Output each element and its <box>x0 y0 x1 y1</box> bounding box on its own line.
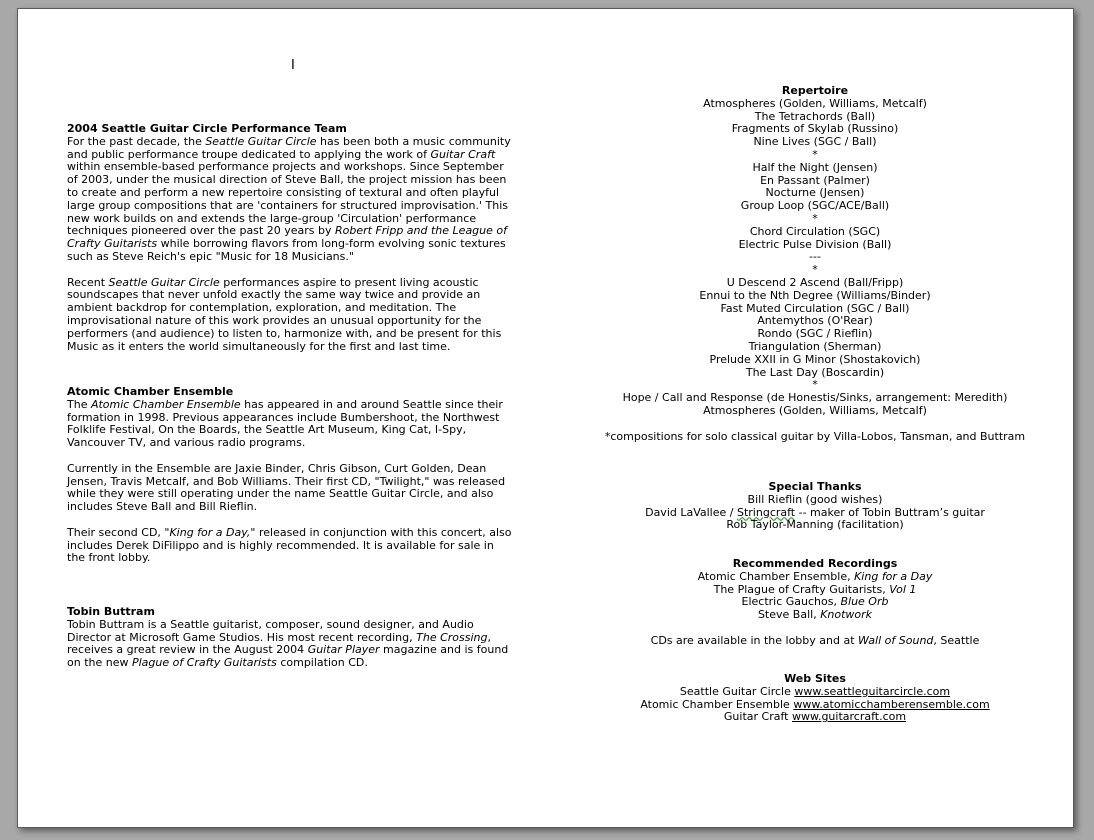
repertoire-item: Rondo (SGC / Rieflin) <box>757 327 873 341</box>
repertoire-item: --- <box>809 250 821 264</box>
ace-paragraph-2: Currently in the Ensemble are Jaxie Binder, Chris Gibson, Curt Golden, Dean Jensen, Travis Metcalf, and Bob Williams. Their first CD, "Twilight," was released while they were still operating under the name Seattle Guitar Circle, and also includes Steve Ball and Bill Rieflin. <box>67 461 506 514</box>
repertoire-item: * <box>812 378 818 392</box>
italic-text: The Crossing <box>416 630 488 644</box>
ace-section <box>67 386 515 565</box>
thanks-line: Bill Rieflin (good wishes) <box>747 492 883 506</box>
recordings-note <box>560 635 1070 648</box>
recording-item <box>560 609 1070 622</box>
thanks-line: Rob Taylor-Manning (facilitation) <box>726 518 904 532</box>
website-link[interactable]: www.seattleguitarcircle.com <box>794 684 951 698</box>
website-link[interactable]: www.guitarcraft.com <box>791 710 907 724</box>
repertoire-heading: Repertoire <box>781 84 849 97</box>
repertoire-item: Half the Night (Jensen) <box>752 160 878 174</box>
team-heading: 2004 Seattle Guitar Circle Performance Team <box>67 122 347 135</box>
recording-title: Blue Orb <box>840 595 889 609</box>
repertoire-item: Fragments of Skylab (Russino) <box>731 122 899 136</box>
recording-title: Knotwork <box>820 608 873 622</box>
repertoire-item: U Descend 2 Ascend (Ball/Fripp) <box>726 275 904 289</box>
italic-text: Guitar Craft <box>430 147 496 161</box>
italic-text: Seattle Guitar Circle <box>108 275 220 289</box>
ace-paragraph-1: The Atomic Chamber Ensemble has appeared in and around Seattle since their formation in 1998. Previous appearances include Bumbershoot, the Northwest Folklife Festival, On the Boards, the Seattle Art Museum, King Cat, I-Spy, Vancouver TV, and various radio programs. <box>67 397 503 450</box>
thanks-text: -- maker of Tobin Buttram’s guitar <box>795 505 985 519</box>
recording-title: Vol 1 <box>889 582 917 596</box>
repertoire-item: Group Loop (SGC/ACE/Ball) <box>740 199 890 213</box>
text-cursor: I <box>291 58 295 73</box>
recording-artist: Electric Gauchos, <box>741 595 841 609</box>
repertoire-item: * <box>812 211 818 225</box>
repertoire-item: Atmospheres (Golden, Williams, Metcalf) <box>703 96 927 110</box>
recordings-section <box>560 558 1070 648</box>
team-paragraph-1: For the past decade, the Seattle Guitar Circle has been both a music community and public performance troupe dedicated to applying the work of Guitar Craft within ensemble-based performance projects and workshops. Since September of 2003, under the musical direction of Steve Ball, the project mission has been to create and perform a new repertoire consisting of textural and often playful large group compositions that are 'containers for structured improvisation.' This new work builds on and extends the large-group 'Circulation' performance techniques pioneered over the past 20 years by Robert Fripp and the League of Crafty Guitarists while borrowing flavors from long-form evolving sonic textures such as Steve Reich's epic "Music for 18 Musicians." <box>67 134 511 263</box>
ace-paragraph-3: Their second CD, "King for a Day," released in conjunction with this concert, also includes Derek DiFilippo and is highly recommended. It is available for sale in the front lobby. <box>67 525 512 565</box>
repertoire-item: Antemythos (O'Rear) <box>757 314 873 328</box>
tobin-heading: Tobin Buttram <box>67 605 155 618</box>
repertoire-item: Chord Circulation (SGC) <box>749 224 881 238</box>
repertoire-footnote: *compositions for solo classical guitar by Villa-Lobos, Tansman, and Buttram <box>604 429 1026 443</box>
websites-section <box>560 673 1070 724</box>
note-store: Wall of Sound <box>858 633 934 647</box>
recording-artist: Atomic Chamber Ensemble, <box>697 569 855 583</box>
repertoire-item: Nine Lives (SGC / Ball) <box>753 135 877 149</box>
repertoire-list <box>560 98 1070 418</box>
recordings-list <box>560 571 1070 622</box>
repertoire-item: The Tetrachords (Ball) <box>754 109 876 123</box>
tobin-section <box>67 606 515 670</box>
note-text: , Seattle <box>933 633 980 647</box>
tobin-paragraph: Tobin Buttram is a Seattle guitarist, composer, sound designer, and Audio Director at Microsoft Game Studios. His most recent recording, The Crossing, receives a great review in the August 2004 Guitar Player magazine and is found on the new Plague of Crafty Guitarists compilation CD. <box>67 617 509 670</box>
recording-title: King for a Day <box>854 569 933 583</box>
recording-artist: The Plague of Crafty Guitarists, <box>713 582 890 596</box>
italic-text: Plague of Crafty Guitarists <box>131 656 277 670</box>
repertoire-item: Fast Muted Circulation (SGC / Ball) <box>720 301 910 315</box>
italic-text: Atomic Chamber Ensemble <box>90 397 241 411</box>
websites-heading: Web Sites <box>784 672 846 685</box>
italic-text: "King for a Day," <box>164 525 256 539</box>
team-section <box>67 123 515 353</box>
repertoire-item: Hope / Call and Response (de Honestis/Sinks, arrangement: Meredith) <box>622 391 1008 405</box>
repertoire-item: Ennui to the Nth Degree (Williams/Binder) <box>699 288 931 302</box>
website-label: Seattle Guitar Circle <box>679 684 795 698</box>
repertoire-item: The Last Day (Boscardin) <box>745 365 885 379</box>
website-label: Guitar Craft <box>723 710 792 724</box>
repertoire-section <box>560 85 1070 443</box>
italic-text: Seattle Guitar Circle <box>205 134 317 148</box>
repertoire-item: Electric Pulse Division (Ball) <box>738 237 892 251</box>
thanks-heading: Special Thanks <box>768 480 862 493</box>
repertoire-item: * <box>812 263 818 277</box>
repertoire-item: En Passant (Palmer) <box>760 173 870 187</box>
repertoire-item: Prelude XXII in G Minor (Shostakovich) <box>709 352 921 366</box>
italic-text: Robert Fripp and the League of Crafty Guitarists <box>67 224 508 251</box>
repertoire-item: Triangulation (Sherman) <box>748 339 882 353</box>
thanks-text: David LaVallee / <box>645 505 737 519</box>
website-link[interactable]: www.atomicchamberensemble.com <box>793 697 990 711</box>
recording-artist: Steve Ball, <box>757 608 821 622</box>
document-page[interactable] <box>17 8 1074 828</box>
thanks-section <box>560 481 1070 532</box>
team-paragraph-2: Recent Seattle Guitar Circle performances aspire to present living acoustic soundscapes that never unfold exactly the same way twice and provide an ambient backdrop for contemplation, exploration, and meditation. The improvisational nature of this work provides an unusual opportunity for the performers (and audience) to listen to, harmonize with, and be present for this Music as it enters the world simultaneously for the first and last time. <box>67 275 502 353</box>
repertoire-item: Nocturne (Jensen) <box>765 186 865 200</box>
note-text: CDs are available in the lobby and at <box>650 633 859 647</box>
repertoire-item: Atmospheres (Golden, Williams, Metcalf) <box>703 403 927 417</box>
italic-text: Guitar Player <box>307 643 380 657</box>
repertoire-item: * <box>812 147 818 161</box>
ace-heading: Atomic Chamber Ensemble <box>67 385 234 398</box>
websites-list <box>560 686 1070 724</box>
website-label: Atomic Chamber Ensemble <box>640 697 794 711</box>
recordings-heading: Recommended Recordings <box>732 557 898 570</box>
website-item <box>560 711 1070 724</box>
spellcheck-word: Stringcraft <box>736 505 796 519</box>
